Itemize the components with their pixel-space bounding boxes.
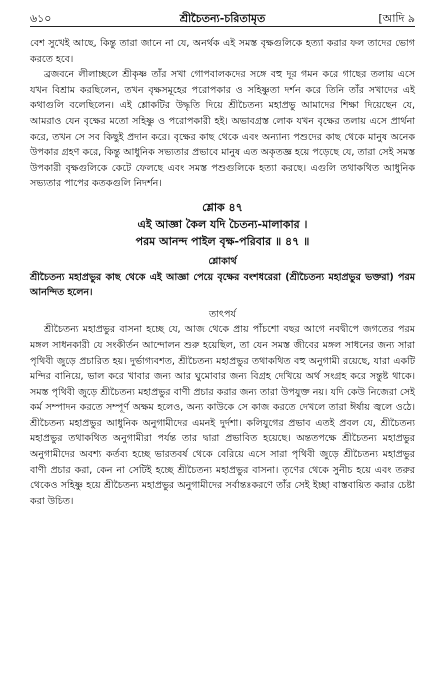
purport-heading: তাৎপর্য	[209, 308, 236, 320]
translation-heading: শ্লোকার্থ	[208, 255, 237, 267]
verse-line-2: পরম আনন্দ পাইল বৃক্ষ-পরিবার ॥ ৪৭ ॥	[135, 234, 310, 248]
verse-reference: শ্লোক ৪৭	[202, 200, 243, 214]
header-rule	[30, 26, 415, 27]
translation-text: শ্রীচৈতন্য মহাপ্রভুর কাছ থেকে এই আজ্ঞা পেয়ে বৃক্ষের বংশধরেরা (শ্রীচৈতন্য মহাপ্রভুর ভক্তরা) পরম আনন্দিত হলেন।	[30, 271, 415, 299]
section-label: [আদি ৯	[378, 12, 415, 25]
page-header	[30, 8, 415, 28]
purport-text: শ্রীচৈতন্য মহাপ্রভুর বাসনা হচ্ছে যে, আজ থেকে প্রায় পাঁচশো বছর আগে নবদ্বীপে জগতের পরম মঙ্গল সাধনকারী যে সংকীর্তন আন্দোলন শুরু হয়েছিল, তা যেন সমস্ত জীবের মঙ্গল সাধনের জন্য সারা পৃথিবী জুড়ে প্রচারিত হয়। দুর্ভাগ্যবশত, শ্রীচৈতন্য মহাপ্রভুর তথাকথিত বহু অনুগামী রয়েছে, যারা একটি মন্দির বানিয়ে, ভাল করে খাবার জন্য আর ঘুমোবার জন্য বিগ্রহ দেখিয়ে অর্থ সংগ্রহ করে সন্তুষ্ট থাকে। সমস্ত পৃথিবী জুড়ে শ্রীচৈতন্য মহাপ্রভুর বাণী প্রচার করার জন্য তারা উপযুক্ত নয়। যদি কেউ নিজেরা সেই কর্ম সম্পাদন করতে সম্পূর্ণ অক্ষম হলেও, অন্য কাউকে সে কাজ করতে দেখলে তারা ঈর্ষায় জ্বলে ওঠে। শ্রীচৈতন্য মহাপ্রভুর আধুনিক অনুগামীদের এমনই দুর্দশা। কলিযুগের প্রভাব এতই প্রবল যে, শ্রীচৈতন্য মহাপ্রভুর তথাকথিত অনুগামীরা পর্যন্ত তার দ্বারা প্রভাবিত হয়েছে। অন্ততপক্ষে শ্রীচৈতন্য মহাপ্রভুর অনুগামীদের অবশ্য কর্তব্য হচ্ছে ভারতবর্ষ থেকে বেরিয়ে এসে সারা পৃথিবী জুড়ে শ্রীচৈতন্য মহাপ্রভুর বাণী প্রচার করা, কেন না সেটিই হচ্ছে শ্রীচৈতন্য মহাপ্রভুর বাসনা। তৃণের থেকে সুনীচ হয়ে এবং তরুর থেকেও সহিষ্ণু হয়ে শ্রীচৈতন্য মহাপ্রভুর অনুগামীদের সর্বান্তঃকরণে তাঁর সেই ইচ্ছা বাস্তবায়িত করার চেষ্টা করা উচিত।	[30, 324, 415, 507]
paragraph-continued: বেশ সুখেই আছে, কিন্তু তারা জানে না যে, অনর্থক এই সমস্ত বৃক্ষগুলিকে হত্যা করার ফল তাদের ভোগ করতে হবে।	[30, 38, 415, 65]
page-number: ৬১০	[30, 12, 52, 25]
verse-line-1: এই আজ্ঞা কৈল যদি চৈতন্য-মালাকার ।	[137, 217, 308, 231]
paragraph: ব্রজবনে লীলাচ্ছলে শ্রীকৃষ্ণ তাঁর সখা গোপবালকদের সঙ্গে বহু দূর গমন করে গাছের তলায় এসে যখন বিশ্রাম করছিলেন, তখন বৃক্ষসমূহের পরোপকার ও সহিষ্ণুতা দর্শন করে তিনি তাঁর সখাদের এই কথাগুলি বলেছিলেন। এই শ্লোকটির উদ্ধৃতি দিয়ে শ্রীচৈতন্য মহাপ্রভু আমাদের শিক্ষা দিয়েছেন যে, আমরাও যেন বৃক্ষের মতো সহিষ্ণু ও পরোপকারী হই। অভাবগ্রস্ত লোক যখন বৃক্ষের তলায় এসে প্রার্থনা করে, তখন সে সব কিছুই প্রদান করে। বৃক্ষের কাছ থেকে এবং অন্যান্য পশুদের কাছ থেকে মানুষ অনেক উপকার গ্রহণ করে, কিন্তু আধুনিক সভ্যতার প্রভাবে মানুষ এত অকৃতজ্ঞ হয়ে পড়েছে যে, তারা সেই সমস্ত উপকারী বৃক্ষগুলিকে কেটে ফেলছে এবং সমস্ত পশুগুলিকে হত্যা করছে। এগুলি তথাকথিত আধুনিক সভ্যতার পাপের কতকগুলি নিদর্শন।	[30, 69, 415, 190]
page-body	[30, 36, 415, 509]
book-title: শ্রীচৈতন্য-চরিতামৃত	[179, 12, 266, 25]
